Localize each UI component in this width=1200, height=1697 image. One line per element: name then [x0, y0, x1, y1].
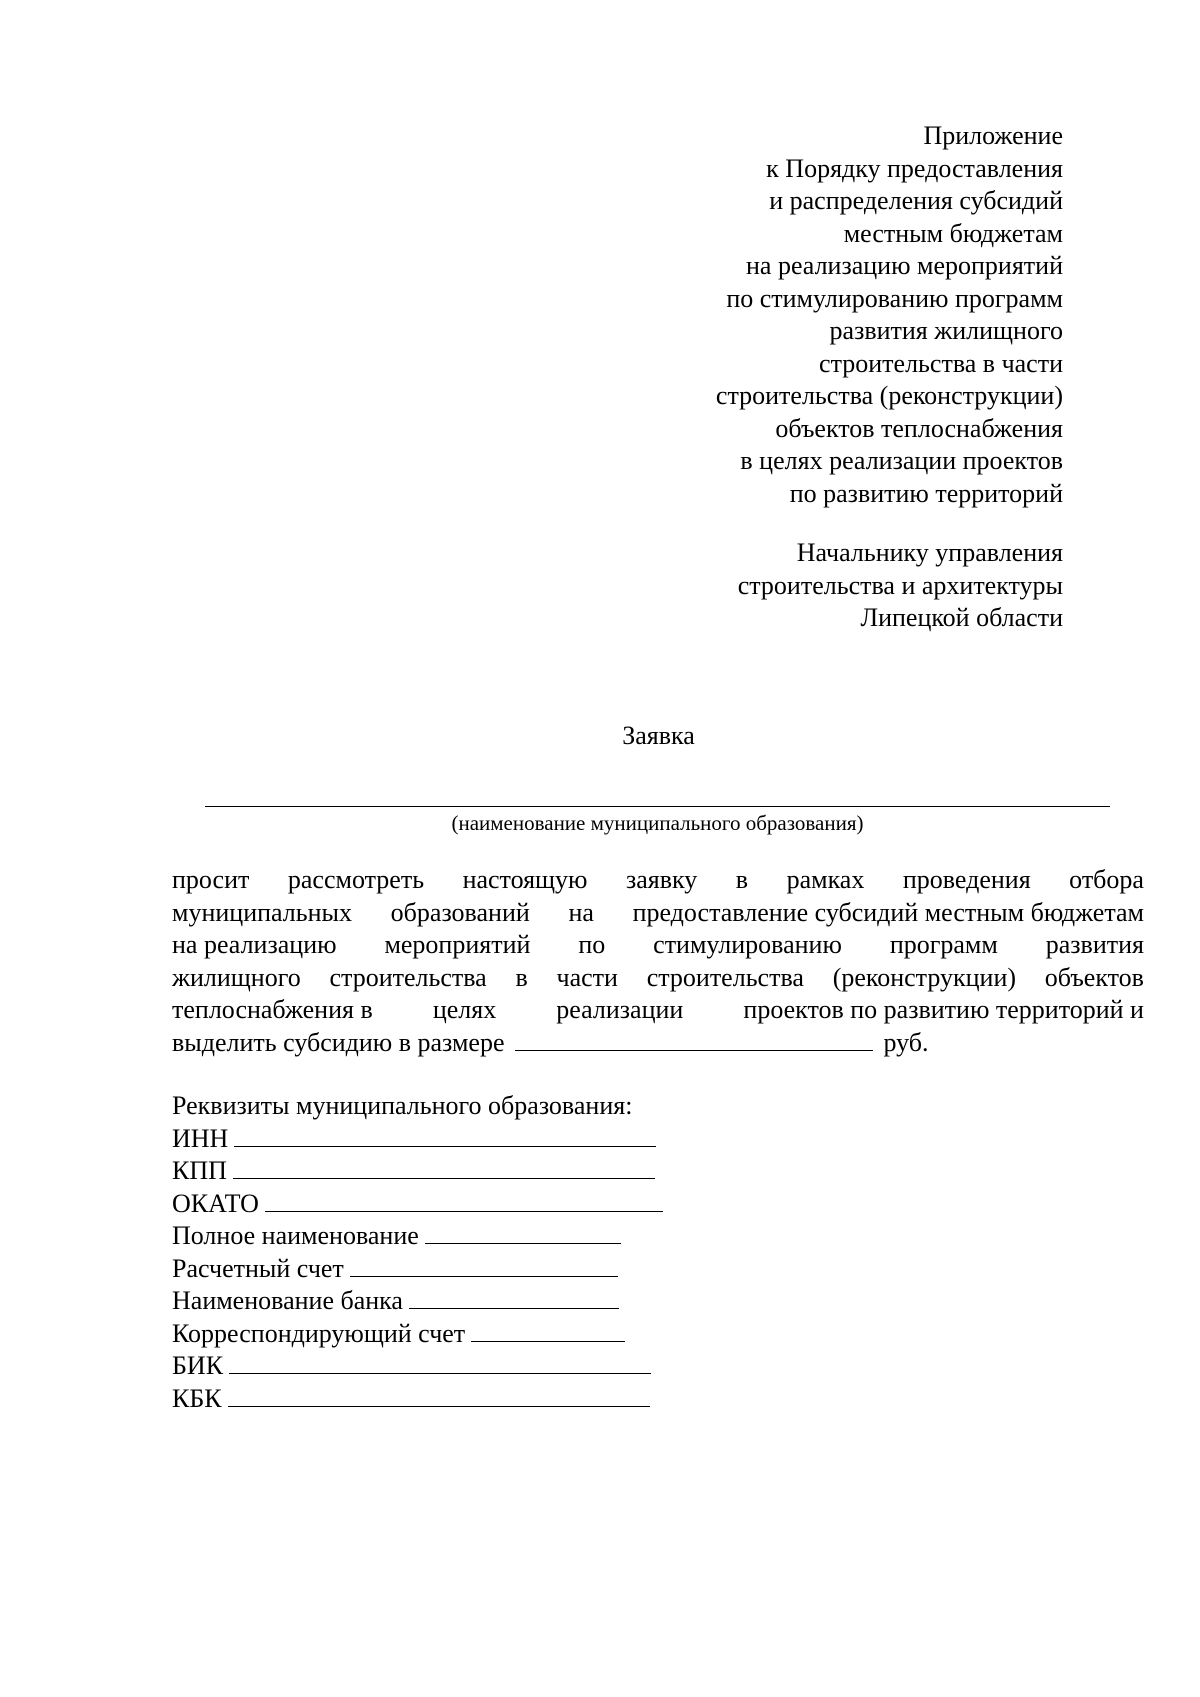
request-word: развития [1045, 930, 1144, 959]
request-word: целях [432, 995, 497, 1024]
bank-name-blank[interactable] [409, 1286, 619, 1309]
subsidy-amount-blank[interactable] [515, 1028, 873, 1051]
request-word: муниципальных [172, 897, 353, 927]
appendix-line: по стимулированию программ [726, 283, 1063, 313]
request-word: просит [172, 865, 250, 894]
requisite-label: КПП [172, 1156, 227, 1185]
requisite-row-kpp [172, 1155, 732, 1188]
requisite-row-corr-account [172, 1318, 732, 1351]
request-line [172, 994, 1144, 1027]
appendix-line: на реализацию мероприятий [745, 251, 1063, 280]
request-word: проектов по развитию территорий и [743, 995, 1144, 1024]
request-line [172, 897, 1144, 930]
request-word: заявку [625, 865, 698, 894]
okato-blank[interactable] [265, 1189, 663, 1212]
bik-blank[interactable] [229, 1351, 651, 1374]
request-line [172, 962, 1144, 995]
addressee-line: Начальнику управления [796, 538, 1063, 567]
municipality-caption: (наименование муниципального образования) [451, 811, 864, 835]
kbk-blank[interactable] [228, 1384, 650, 1407]
appendix-line: и распределения субсидий [769, 186, 1063, 215]
request-word: предоставление субсидий местным бюджетам [632, 897, 1144, 927]
inn-blank[interactable] [234, 1124, 656, 1147]
appendix-line: строительства (реконструкции) [715, 381, 1063, 410]
full-name-blank[interactable] [425, 1221, 621, 1244]
addressee-block [503, 537, 1063, 635]
request-word: настоящую [462, 865, 588, 894]
requisites-heading-text: Реквизиты муниципального образования: [172, 1091, 633, 1120]
requisites-heading [172, 1090, 732, 1123]
kpp-blank[interactable] [233, 1156, 655, 1179]
appendix-block [503, 120, 1063, 510]
appendix-line: Приложение [923, 121, 1063, 150]
request-line [172, 1027, 1144, 1060]
request-word: образований [390, 897, 530, 927]
document-title: Заявка [622, 721, 695, 750]
corr-account-blank[interactable] [471, 1319, 625, 1342]
request-word: части [556, 962, 618, 992]
municipality-name-blank[interactable] [205, 806, 1110, 807]
request-line [172, 864, 1144, 897]
request-word: строительства [329, 962, 487, 992]
account-blank[interactable] [350, 1254, 618, 1277]
addressee-line: строительства и архитектуры [737, 570, 1063, 600]
request-word: мероприятий [384, 930, 531, 959]
request-word: на [568, 897, 594, 927]
requisite-row-kbk [172, 1383, 732, 1416]
appendix-line: объектов теплоснабжения [775, 413, 1063, 443]
appendix-line: развития жилищного [829, 316, 1063, 345]
requisite-row-inn [172, 1123, 732, 1156]
request-word: теплоснабжения в [172, 995, 373, 1024]
requisite-row-full-name [172, 1220, 732, 1253]
request-paragraph [172, 864, 1144, 1059]
request-word: объектов [1044, 962, 1144, 992]
requisite-label: ИНН [172, 1123, 229, 1153]
request-word: проведения [902, 865, 1031, 894]
requisite-label: Корреспондирующий счет [172, 1318, 466, 1348]
requisite-label: Полное наименование [172, 1221, 419, 1250]
request-word: программ [889, 930, 998, 959]
request-amount-prefix: выделить субсидию в размере [172, 1027, 505, 1057]
requisite-label: ОКАТО [172, 1188, 259, 1218]
appendix-line: к Порядку предоставления [766, 153, 1063, 183]
appendix-line: местным бюджетам [843, 218, 1063, 248]
request-word: рассмотреть [287, 865, 425, 894]
appendix-line: строительства в части [819, 348, 1063, 378]
request-word: стимулированию [653, 930, 842, 959]
requisite-row-bank-name [172, 1285, 732, 1318]
requisite-row-account [172, 1253, 732, 1286]
request-word: жилищного [172, 962, 301, 992]
requisite-label: БИК [172, 1351, 224, 1380]
request-word: строительства [646, 962, 804, 992]
request-word: по [578, 930, 606, 959]
request-word: на реализацию [172, 930, 337, 959]
request-word: рамках [786, 865, 865, 894]
request-word: в [735, 865, 749, 894]
addressee-line: Липецкой области [860, 603, 1063, 632]
request-amount-suffix: руб. [883, 1027, 929, 1057]
request-line [172, 929, 1144, 962]
request-word: в [515, 962, 528, 992]
requisite-label: КБК [172, 1383, 222, 1413]
request-word: (реконструкции) [832, 962, 1017, 992]
requisite-label: Наименование банка [172, 1286, 403, 1315]
appendix-line: в целях реализации проектов [740, 446, 1063, 475]
appendix-line: по развитию территорий [789, 478, 1063, 508]
request-word: реализации [556, 995, 684, 1024]
requisite-row-okato [172, 1188, 732, 1221]
requisite-label: Расчетный счет [172, 1253, 344, 1283]
request-word: отбора [1069, 865, 1144, 894]
requisites-block [172, 1090, 732, 1415]
requisite-row-bik [172, 1350, 732, 1383]
